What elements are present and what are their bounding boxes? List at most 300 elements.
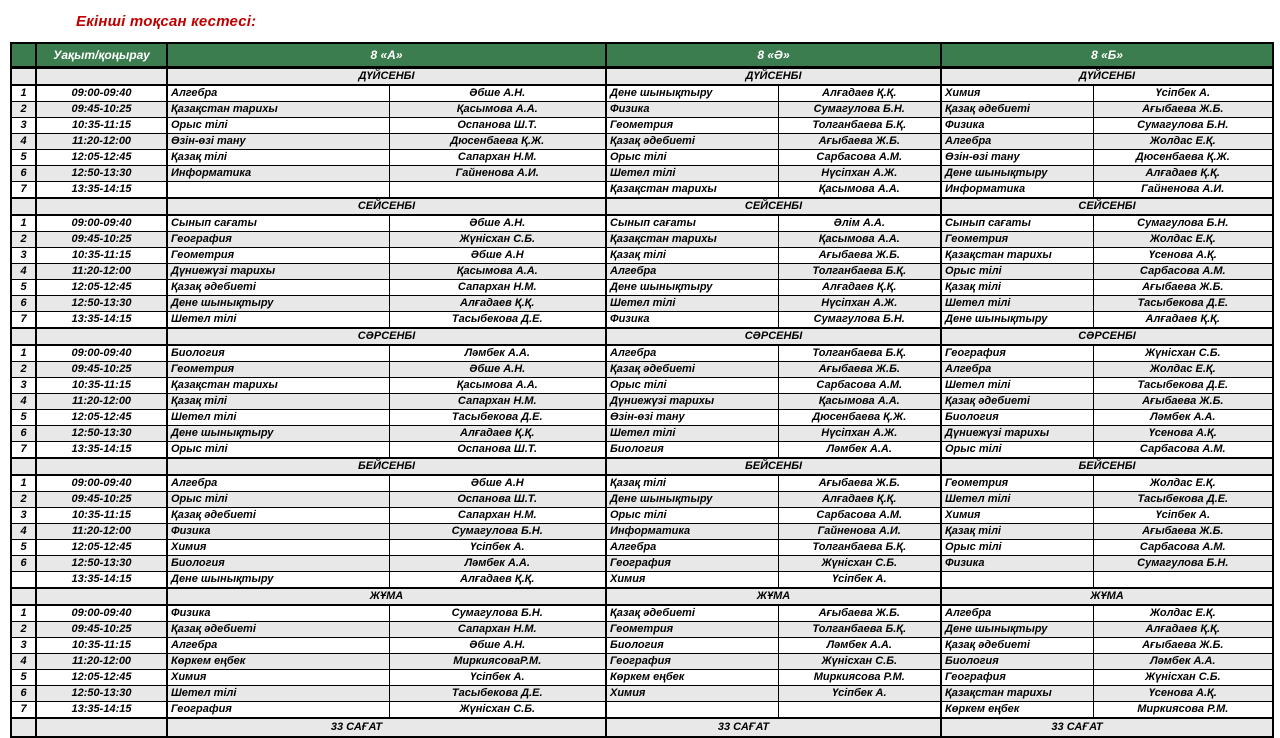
day-name-cell: ЖҰМА <box>167 588 606 605</box>
teacher-cell: Сумагулова Б.Н. <box>1093 556 1273 572</box>
subject-cell: География <box>167 232 389 248</box>
subject-cell: Геометрия <box>606 622 778 638</box>
lesson-row <box>11 686 1273 702</box>
teacher-cell: Жолдас Е.Қ. <box>1093 232 1273 248</box>
subject-cell: Шетел тілі <box>606 166 778 182</box>
subject-cell: Шетел тілі <box>941 296 1093 312</box>
subject-cell: Орыс тілі <box>606 508 778 524</box>
row-number-cell: 2 <box>11 102 36 118</box>
day-name-cell: ЖҰМА <box>941 588 1273 605</box>
lesson-row <box>11 362 1273 378</box>
lesson-row <box>11 182 1273 199</box>
teacher-cell: Әбше А.Н. <box>389 638 606 654</box>
day-header-row <box>11 588 1273 605</box>
subject-cell: Геометрия <box>167 362 389 378</box>
teacher-cell: Қасымова А.А. <box>389 378 606 394</box>
teacher-cell: Ләмбек А.А. <box>778 638 941 654</box>
time-cell: 11:20-12:00 <box>36 394 167 410</box>
row-number-cell: 6 <box>11 556 36 572</box>
subject-cell: География <box>941 345 1093 362</box>
subject-cell: Сынып сағаты <box>941 215 1093 232</box>
subject-cell: Қазақ әдебиеті <box>606 134 778 150</box>
teacher-cell: Үсіпбек А. <box>778 686 941 702</box>
time-cell: 10:35-11:15 <box>36 248 167 264</box>
subject-cell: Қазақ әдебиеті <box>941 394 1093 410</box>
teacher-cell: Нүсіпхан А.Ж. <box>778 166 941 182</box>
subject-cell: Шетел тілі <box>167 686 389 702</box>
class-header-8a: 8 «А» <box>167 43 606 68</box>
time-cell: 09:45-10:25 <box>36 102 167 118</box>
subject-cell: Дене шынықтыру <box>606 492 778 508</box>
subject-cell: Орыс тілі <box>606 378 778 394</box>
hours-total-cell: 33 САҒАТ <box>606 718 941 737</box>
teacher-cell: Ағыбаева Ж.Б. <box>778 248 941 264</box>
subject-cell: Алгебра <box>167 475 389 492</box>
row-number-cell: 1 <box>11 475 36 492</box>
subject-cell: Қазақстан тарихы <box>941 248 1093 264</box>
teacher-cell: Ағыбаева Ж.Б. <box>1093 524 1273 540</box>
teacher-cell: Ағыбаева Ж.Б. <box>1093 394 1273 410</box>
row-number-cell: 1 <box>11 215 36 232</box>
row-number-cell: 4 <box>11 524 36 540</box>
subject-cell: Қазақ тілі <box>167 150 389 166</box>
subject-cell: Биология <box>941 410 1093 426</box>
teacher-cell: Толганбаева Б.Қ. <box>778 118 941 134</box>
lesson-row <box>11 654 1273 670</box>
time-cell: 09:00-09:40 <box>36 605 167 622</box>
subject-cell: Геометрия <box>606 118 778 134</box>
teacher-cell: Сумагулова Б.Н. <box>778 102 941 118</box>
teacher-cell: Миркиясова Р.М. <box>1093 702 1273 719</box>
subject-cell: Алгебра <box>941 605 1093 622</box>
subject-cell: Биология <box>606 638 778 654</box>
teacher-cell: Оспанова Ш.Т. <box>389 118 606 134</box>
subject-cell: Геометрия <box>941 475 1093 492</box>
day-name-cell: СӘРСЕНБІ <box>941 328 1273 345</box>
day-name-cell: ДҮЙСЕНБІ <box>941 68 1273 86</box>
subject-cell: Физика <box>167 524 389 540</box>
time-cell: 09:00-09:40 <box>36 475 167 492</box>
teacher-cell: Қасымова А.А. <box>389 264 606 280</box>
row-number-cell: 5 <box>11 670 36 686</box>
lesson-row <box>11 426 1273 442</box>
teacher-cell: Қасымова А.А. <box>778 232 941 248</box>
subject-cell: Қазақ тілі <box>606 248 778 264</box>
lesson-row <box>11 345 1273 362</box>
teacher-cell: Жолдас Е.Қ. <box>1093 605 1273 622</box>
lesson-row <box>11 312 1273 329</box>
subject-cell: Дене шынықтыру <box>167 296 389 312</box>
teacher-cell: Тасыбекова Д.Е. <box>1093 296 1273 312</box>
teacher-cell: Жүнісхан С.Б. <box>1093 670 1273 686</box>
time-cell: 09:00-09:40 <box>36 215 167 232</box>
subject-cell: Орыс тілі <box>167 442 389 459</box>
subject-cell: Биология <box>606 442 778 459</box>
time-cell: 13:35-14:15 <box>36 702 167 719</box>
day-name-cell: СЕЙСЕНБІ <box>941 198 1273 215</box>
time-cell: 10:35-11:15 <box>36 118 167 134</box>
teacher-cell: Ләмбек А.А. <box>1093 410 1273 426</box>
teacher-cell: Дюсенбаева Қ.Ж. <box>1093 150 1273 166</box>
row-number-cell: 1 <box>11 605 36 622</box>
teacher-cell: Үсіпбек А. <box>778 572 941 589</box>
row-number-cell <box>11 458 36 475</box>
day-name-cell: БЕЙСЕНБІ <box>606 458 941 475</box>
subject-cell: Информатика <box>606 524 778 540</box>
teacher-cell: Жүнісхан С.Б. <box>778 654 941 670</box>
timetable <box>10 42 1274 738</box>
day-name-cell: СЕЙСЕНБІ <box>167 198 606 215</box>
subject-cell: Орыс тілі <box>167 118 389 134</box>
subject-cell: Биология <box>941 654 1093 670</box>
lesson-row <box>11 670 1273 686</box>
teacher-cell: Толганбаева Б.Қ. <box>778 264 941 280</box>
subject-cell: Химия <box>167 540 389 556</box>
subject-cell: Қазақ тілі <box>941 524 1093 540</box>
row-number-cell <box>11 328 36 345</box>
subject-cell: Дене шынықтыру <box>941 312 1093 329</box>
hours-total-cell: 33 САҒАТ <box>941 718 1273 737</box>
time-cell: 12:50-13:30 <box>36 426 167 442</box>
row-number-cell: 3 <box>11 118 36 134</box>
subject-cell: Қазақстан тарихы <box>606 232 778 248</box>
subject-cell: Физика <box>941 556 1093 572</box>
lesson-row <box>11 622 1273 638</box>
subject-cell: Қазақстан тарихы <box>167 102 389 118</box>
time-cell: 12:50-13:30 <box>36 686 167 702</box>
lesson-row <box>11 556 1273 572</box>
subject-cell: Информатика <box>167 166 389 182</box>
teacher-cell: Сапархан Н.М. <box>389 150 606 166</box>
subject-cell: Алгебра <box>941 362 1093 378</box>
class-header-8a2: 8 «Ә» <box>606 43 941 68</box>
subject-cell: Сынып сағаты <box>167 215 389 232</box>
teacher-cell <box>1093 572 1273 589</box>
teacher-cell: Сумагулова Б.Н. <box>389 605 606 622</box>
lesson-row <box>11 540 1273 556</box>
time-cell: 13:35-14:15 <box>36 312 167 329</box>
row-number-cell: 6 <box>11 426 36 442</box>
subject-cell: Физика <box>606 312 778 329</box>
subject-cell: Көркем еңбек <box>941 702 1093 719</box>
time-cell <box>36 588 167 605</box>
subject-cell <box>167 182 389 199</box>
teacher-cell: Үсіпбек А. <box>389 670 606 686</box>
teacher-cell: Толганбаева Б.Қ. <box>778 622 941 638</box>
teacher-cell: Миркиясова Р.М. <box>778 670 941 686</box>
subject-cell: Геометрия <box>941 232 1093 248</box>
day-name-cell: СЕЙСЕНБІ <box>606 198 941 215</box>
subject-cell: Биология <box>167 345 389 362</box>
teacher-cell: Алғадаев Қ.Қ. <box>1093 622 1273 638</box>
teacher-cell: Ағыбаева Ж.Б. <box>778 134 941 150</box>
teacher-cell: Сапархан Н.М. <box>389 280 606 296</box>
subject-cell: Орыс тілі <box>941 442 1093 459</box>
time-cell: 13:35-14:15 <box>36 442 167 459</box>
teacher-cell: Алғадаев Қ.Қ. <box>389 426 606 442</box>
teacher-cell: Үсіпбек А. <box>389 540 606 556</box>
teacher-cell: Ләмбек А.А. <box>389 345 606 362</box>
subject-cell: Қазақ әдебиеті <box>167 622 389 638</box>
time-cell <box>36 328 167 345</box>
subject-cell: Шетел тілі <box>167 410 389 426</box>
row-number-cell: 4 <box>11 654 36 670</box>
subject-cell: География <box>941 670 1093 686</box>
row-number-cell: 5 <box>11 280 36 296</box>
teacher-cell: Жүнісхан С.Б. <box>389 232 606 248</box>
class-header-8b: 8 «Б» <box>941 43 1273 68</box>
time-cell: 12:05-12:45 <box>36 540 167 556</box>
day-name-cell: БЕЙСЕНБІ <box>167 458 606 475</box>
teacher-cell <box>389 182 606 199</box>
subject-cell: Орыс тілі <box>606 150 778 166</box>
subject-cell: Шетел тілі <box>941 378 1093 394</box>
lesson-row <box>11 394 1273 410</box>
lesson-row <box>11 442 1273 459</box>
teacher-cell: Сарбасова А.М. <box>778 150 941 166</box>
teacher-cell: Үсенова А.Қ. <box>1093 426 1273 442</box>
subject-cell: Шетел тілі <box>606 426 778 442</box>
row-number-cell: 5 <box>11 150 36 166</box>
day-name-cell: ДҮЙСЕНБІ <box>606 68 941 86</box>
lesson-row <box>11 118 1273 134</box>
row-number-cell <box>11 68 36 86</box>
subject-cell: Физика <box>941 118 1093 134</box>
time-cell: 12:05-12:45 <box>36 150 167 166</box>
teacher-cell: Алғадаев Қ.Қ. <box>389 572 606 589</box>
teacher-cell: Оспанова Ш.Т. <box>389 492 606 508</box>
subject-cell: Алгебра <box>606 264 778 280</box>
teacher-cell: Жүнісхан С.Б. <box>389 702 606 719</box>
time-cell: 12:50-13:30 <box>36 166 167 182</box>
lesson-row <box>11 572 1273 589</box>
row-number-cell: 7 <box>11 182 36 199</box>
teacher-cell: Сарбасова А.М. <box>1093 264 1273 280</box>
teacher-cell: Ағыбаева Ж.Б. <box>778 475 941 492</box>
teacher-cell: Алғадаев Қ.Қ. <box>1093 166 1273 182</box>
subject-cell: Қазақстан тарихы <box>606 182 778 199</box>
row-number-cell: 5 <box>11 410 36 426</box>
teacher-cell: Әбше А.Н. <box>389 85 606 102</box>
day-name-cell: СӘРСЕНБІ <box>167 328 606 345</box>
teacher-cell: Алғадаев Қ.Қ. <box>1093 312 1273 329</box>
subject-cell: Дене шынықтыру <box>941 166 1093 182</box>
row-number-cell: 3 <box>11 638 36 654</box>
time-cell: 11:20-12:00 <box>36 134 167 150</box>
time-cell <box>36 68 167 86</box>
time-cell: 12:50-13:30 <box>36 296 167 312</box>
row-number-cell: 2 <box>11 362 36 378</box>
teacher-cell: Ағыбаева Ж.Б. <box>778 605 941 622</box>
subject-cell: Орыс тілі <box>167 492 389 508</box>
teacher-cell: Тасыбекова Д.Е. <box>389 410 606 426</box>
lesson-row <box>11 702 1273 719</box>
subject-cell: Дүниежүзі тарихы <box>606 394 778 410</box>
teacher-cell: Әбше А.Н <box>389 475 606 492</box>
subject-cell: Орыс тілі <box>941 264 1093 280</box>
row-number-cell <box>11 588 36 605</box>
subject-cell: Химия <box>941 508 1093 524</box>
teacher-cell: Ағыбаева Ж.Б. <box>1093 638 1273 654</box>
teacher-cell: Тасыбекова Д.Е. <box>1093 378 1273 394</box>
teacher-cell: Ағыбаева Ж.Б. <box>778 362 941 378</box>
day-name-cell: ЖҰМА <box>606 588 941 605</box>
row-number-cell: 7 <box>11 442 36 459</box>
subject-cell: Сынып сағаты <box>606 215 778 232</box>
day-header-row <box>11 328 1273 345</box>
lesson-row <box>11 475 1273 492</box>
subject-cell: Химия <box>606 686 778 702</box>
time-cell: 09:45-10:25 <box>36 362 167 378</box>
teacher-cell: Үсенова А.Қ. <box>1093 248 1273 264</box>
time-cell: 10:35-11:15 <box>36 508 167 524</box>
teacher-cell: Гайненова А.И. <box>389 166 606 182</box>
row-number-cell: 4 <box>11 134 36 150</box>
teacher-cell: Нүсіпхан А.Ж. <box>778 296 941 312</box>
subject-cell <box>941 572 1093 589</box>
teacher-cell: Алғадаев Қ.Қ. <box>778 492 941 508</box>
time-cell: 11:20-12:00 <box>36 654 167 670</box>
page-title: Екінші тоқсан кестесі: <box>76 13 257 30</box>
subject-cell: География <box>167 702 389 719</box>
lesson-row <box>11 248 1273 264</box>
teacher-cell: Алғадаев Қ.Қ. <box>389 296 606 312</box>
subject-cell: Дене шынықтыру <box>941 622 1093 638</box>
teacher-cell: Қасымова А.А. <box>389 102 606 118</box>
subject-cell: Қазақ әдебиеті <box>941 102 1093 118</box>
teacher-cell: Алғадаев Қ.Қ. <box>778 280 941 296</box>
subject-cell: География <box>606 556 778 572</box>
subject-cell: Шетел тілі <box>606 296 778 312</box>
teacher-cell: Ләмбек А.А. <box>778 442 941 459</box>
lesson-row <box>11 605 1273 622</box>
lesson-row <box>11 508 1273 524</box>
subject-cell: Дүниежүзі тарихы <box>941 426 1093 442</box>
teacher-cell: Ағыбаева Ж.Б. <box>1093 280 1273 296</box>
teacher-cell: Сумагулова Б.Н. <box>778 312 941 329</box>
day-name-cell: СӘРСЕНБІ <box>606 328 941 345</box>
teacher-cell: Сарбасова А.М. <box>1093 540 1273 556</box>
lesson-row <box>11 102 1273 118</box>
teacher-cell: Үсіпбек А. <box>1093 85 1273 102</box>
row-number-cell: 2 <box>11 622 36 638</box>
lesson-row <box>11 166 1273 182</box>
day-name-cell: БЕЙСЕНБІ <box>941 458 1273 475</box>
subject-cell: Геометрия <box>167 248 389 264</box>
row-number-cell: 2 <box>11 232 36 248</box>
day-header-row <box>11 198 1273 215</box>
day-name-cell: ДҮЙСЕНБІ <box>167 68 606 86</box>
subject-cell: География <box>606 654 778 670</box>
teacher-cell: Оспанова Ш.Т. <box>389 442 606 459</box>
row-number-cell: 4 <box>11 264 36 280</box>
time-cell: 11:20-12:00 <box>36 524 167 540</box>
teacher-cell: Жолдас Е.Қ. <box>1093 134 1273 150</box>
subject-cell: Қазақ әдебиеті <box>941 638 1093 654</box>
teacher-cell: Сарбасова А.М. <box>778 378 941 394</box>
subject-cell <box>606 702 778 719</box>
subject-cell: Қазақ әдебиеті <box>167 508 389 524</box>
teacher-cell: Алғадаев Қ.Қ. <box>778 85 941 102</box>
time-cell: 09:00-09:40 <box>36 345 167 362</box>
time-column-header: Уақыт/қоңырау <box>36 43 167 68</box>
subject-cell: Қазақ әдебиеті <box>167 280 389 296</box>
lesson-row <box>11 296 1273 312</box>
teacher-cell: Толганбаева Б.Қ. <box>778 345 941 362</box>
teacher-cell: Қасымова А.А. <box>778 394 941 410</box>
subject-cell: Қазақ тілі <box>606 475 778 492</box>
teacher-cell: Дюсенбаева Қ.Ж. <box>778 410 941 426</box>
teacher-cell: Жүнісхан С.Б. <box>1093 345 1273 362</box>
subject-cell: Дене шынықтыру <box>606 85 778 102</box>
subject-cell: Физика <box>606 102 778 118</box>
subject-cell: Дене шынықтыру <box>167 426 389 442</box>
subject-cell: Қазақ тілі <box>941 280 1093 296</box>
row-number-cell: 5 <box>11 540 36 556</box>
teacher-cell: Толганбаева Б.Қ. <box>778 540 941 556</box>
subject-cell: Алгебра <box>167 638 389 654</box>
row-number-cell: 6 <box>11 296 36 312</box>
teacher-cell: Тасыбекова Д.Е. <box>389 312 606 329</box>
teacher-cell: Қасымова А.А. <box>778 182 941 199</box>
time-cell: 12:50-13:30 <box>36 556 167 572</box>
time-cell: 10:35-11:15 <box>36 378 167 394</box>
corner-header-cell <box>11 43 36 68</box>
subject-cell: Химия <box>167 670 389 686</box>
time-cell <box>36 718 167 737</box>
day-header-row <box>11 68 1273 86</box>
teacher-cell: Сумагулова Б.Н. <box>389 524 606 540</box>
time-cell: 12:05-12:45 <box>36 670 167 686</box>
subject-cell: Қазақ әдебиеті <box>606 605 778 622</box>
row-number-cell: 1 <box>11 85 36 102</box>
time-cell <box>36 458 167 475</box>
subject-cell: Өзін-өзі тану <box>606 410 778 426</box>
table-header-row <box>11 43 1273 68</box>
row-number-cell: 3 <box>11 508 36 524</box>
lesson-row <box>11 134 1273 150</box>
teacher-cell: Жолдас Е.Қ. <box>1093 475 1273 492</box>
subject-cell: Қазақ әдебиеті <box>606 362 778 378</box>
row-number-cell: 6 <box>11 166 36 182</box>
day-header-row <box>11 458 1273 475</box>
lesson-row <box>11 524 1273 540</box>
teacher-cell: Әбше А.Н <box>389 248 606 264</box>
time-cell: 11:20-12:00 <box>36 264 167 280</box>
time-cell: 12:05-12:45 <box>36 410 167 426</box>
lesson-row <box>11 150 1273 166</box>
teacher-cell: Сарбасова А.М. <box>1093 442 1273 459</box>
time-cell: 09:45-10:25 <box>36 622 167 638</box>
subject-cell: Алгебра <box>606 540 778 556</box>
time-cell: 09:00-09:40 <box>36 85 167 102</box>
time-cell <box>36 198 167 215</box>
time-cell: 12:05-12:45 <box>36 280 167 296</box>
lesson-row <box>11 638 1273 654</box>
time-cell: 10:35-11:15 <box>36 638 167 654</box>
subject-cell: Көркем еңбек <box>167 654 389 670</box>
teacher-cell: Әлім А.А. <box>778 215 941 232</box>
row-number-cell: 4 <box>11 394 36 410</box>
row-number-cell: 3 <box>11 378 36 394</box>
teacher-cell: Ағыбаева Ж.Б. <box>1093 102 1273 118</box>
teacher-cell: Үсенова А.Қ. <box>1093 686 1273 702</box>
subject-cell: Дене шынықтыру <box>167 572 389 589</box>
row-number-cell: 7 <box>11 312 36 329</box>
teacher-cell: Әбше А.Н. <box>389 215 606 232</box>
subject-cell: Химия <box>941 85 1093 102</box>
teacher-cell: Үсіпбек А. <box>1093 508 1273 524</box>
